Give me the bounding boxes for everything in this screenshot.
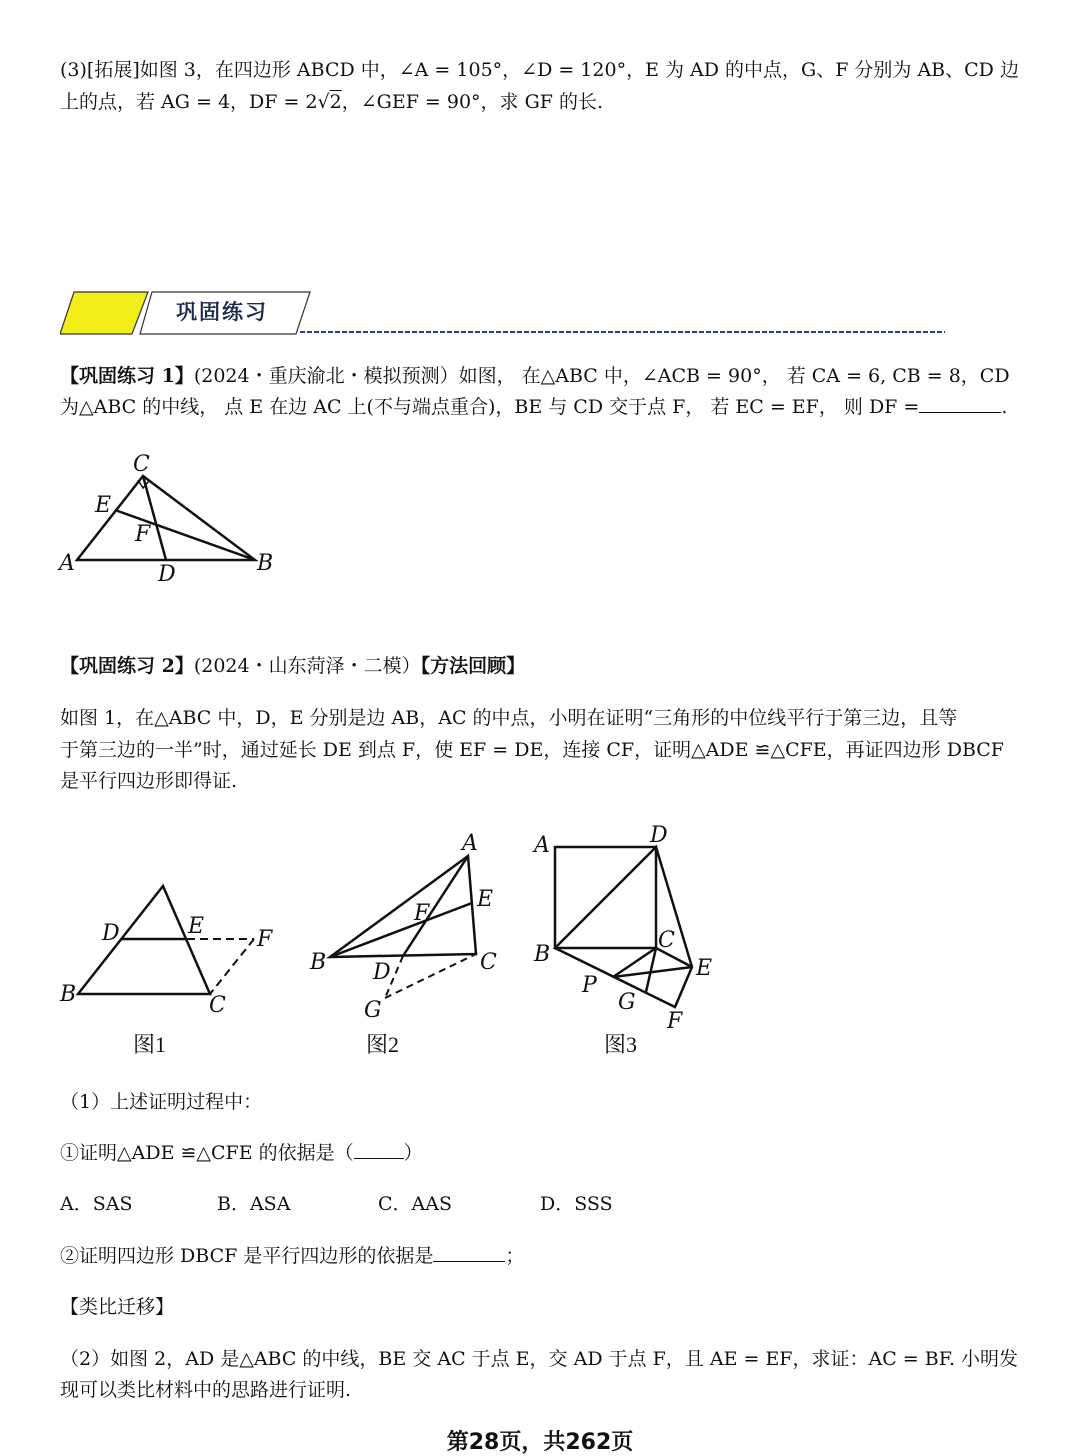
- fig1-label-e: E: [188, 914, 205, 939]
- q1-a: [60, 1139, 423, 1167]
- q2-line2: 现可以类比材料中的思路进行证明.: [60, 1379, 352, 1401]
- fig3-label-f: F: [667, 1009, 683, 1030]
- problem3-line1: (3)[拓展]如图 3，在四边形 ABCD 中，∠A = 105°，∠D = 120°，E 为 AD 的中点，G、F 分别为 AB、CD 边: [60, 59, 1019, 81]
- fig1-label-b: B: [60, 982, 77, 1007]
- practice2-para2: 于第三边的一半”时，通过延长 DE 到点 F，使 EF = DE，连接 CF，证明△ADE ≌△CFE，再证四边形 DBCF: [60, 739, 1004, 761]
- fig2-drawing: [330, 856, 476, 998]
- fig2-label-g: G: [364, 998, 382, 1023]
- practice2-para3: 是平行四边形即得证.: [60, 770, 238, 792]
- practice1-tag: 【巩固练习 1】: [60, 365, 194, 387]
- practice1-text2-end: .: [1001, 396, 1008, 418]
- q1-b-text: ②证明四边形 DBCF 是平行四边形的依据是: [60, 1245, 434, 1267]
- fig3-caption: 图3: [604, 1032, 638, 1057]
- q1-a-text: ①证明△ADE ≌△CFE 的依据是（: [60, 1142, 354, 1164]
- fig3-label-e: E: [696, 956, 713, 981]
- q1-a-end: ）: [403, 1142, 423, 1164]
- median-cd: [143, 476, 166, 560]
- answer-blank-df: [919, 394, 1001, 413]
- fig1-caption: 图1: [133, 1032, 167, 1057]
- label-d: D: [158, 562, 176, 587]
- practice1-figure: [55, 450, 295, 590]
- fig3-label-b: B: [534, 942, 551, 967]
- label-a: A: [59, 551, 75, 576]
- problem3-line2-a: 上的点，若 AG = 4，DF = 2: [60, 91, 318, 113]
- choice-a: A．SAS: [60, 1193, 133, 1215]
- label-b: B: [257, 551, 274, 576]
- fig3-label-d: D: [650, 823, 668, 848]
- problem3-line2: [60, 88, 603, 116]
- fig2-label-f: F: [414, 901, 430, 926]
- answer-blank-q1a: [354, 1140, 404, 1159]
- choice-c: C．AAS: [378, 1193, 452, 1215]
- practice1-line1: [60, 362, 1010, 390]
- q2-line1: （2）如图 2，AD 是△ABC 的中线，BE 交 AC 于点 E，交 AD 于点 F，且 AE = EF，求证：AC = BF. 小明发: [60, 1348, 1019, 1370]
- q1-intro: （1）上述证明过程中：: [60, 1091, 263, 1113]
- fig3-label-p: P: [582, 973, 597, 998]
- fig2-label-e: E: [477, 887, 494, 912]
- q1-b: [60, 1242, 524, 1270]
- practice2-method: 【方法回顾】: [420, 655, 526, 677]
- fig2-label-c: C: [480, 950, 497, 975]
- fig3-label-c: C: [658, 928, 675, 953]
- triangle-abc: [77, 476, 255, 560]
- fig3-drawing: [555, 847, 692, 1007]
- fig3-label-g: G: [618, 990, 636, 1015]
- sqrt-sign: √: [317, 91, 330, 113]
- label-f: F: [135, 522, 151, 547]
- q1-b-end: ；: [505, 1245, 525, 1267]
- fig1-label-d: D: [102, 921, 120, 946]
- practice2-tag: 【巩固练习 2】: [60, 655, 194, 677]
- analogy-heading: 【类比迁移】: [60, 1296, 175, 1318]
- fig2-label-b: B: [310, 950, 327, 975]
- label-e: E: [95, 493, 112, 518]
- practice1-line2: [60, 393, 1007, 421]
- choice-b: B．ASA: [217, 1193, 291, 1215]
- fig2-label-d: D: [373, 960, 391, 985]
- practice2-figures: [50, 820, 750, 1030]
- page-footer: 第28页，共262页: [446, 1430, 634, 1455]
- fig1-label-c: C: [209, 993, 226, 1018]
- choice-d: D．SSS: [540, 1193, 613, 1215]
- practice1-text1: (2024・重庆渝北・模拟预测）如图， 在△ABC 中，∠ACB = 90°， 若 CA = 6, CB = 8，CD: [193, 365, 1010, 387]
- practice2-source: (2024・山东菏泽・二模）: [193, 655, 421, 677]
- fig3-label-a: A: [534, 833, 550, 858]
- banner-yellow-block: [60, 292, 148, 334]
- practice1-text2: 为△ABC 的中线， 点 E 在边 AC 上(不与端点重合)，BE 与 CD 交于点 F， 若 EC = EF， 则 DF =: [60, 396, 920, 418]
- fig1-label-f: F: [257, 927, 273, 952]
- practice2-header: [60, 652, 525, 680]
- section-title: 巩固练习: [176, 300, 268, 324]
- sqrt-radicand: 2: [329, 91, 342, 113]
- answer-blank-q1b: [433, 1243, 505, 1262]
- practice2-para1: 如图 1，在△ABC 中，D，E 分别是边 AB，AC 的中点，小明在证明“三角形的中位线平行于第三边，且等: [60, 707, 958, 729]
- fig2-caption: 图2: [366, 1032, 400, 1057]
- label-c: C: [133, 452, 150, 477]
- fig2-label-a: A: [462, 831, 478, 856]
- problem3-line2-b: ，∠GEF = 90°，求 GF 的长.: [341, 91, 604, 113]
